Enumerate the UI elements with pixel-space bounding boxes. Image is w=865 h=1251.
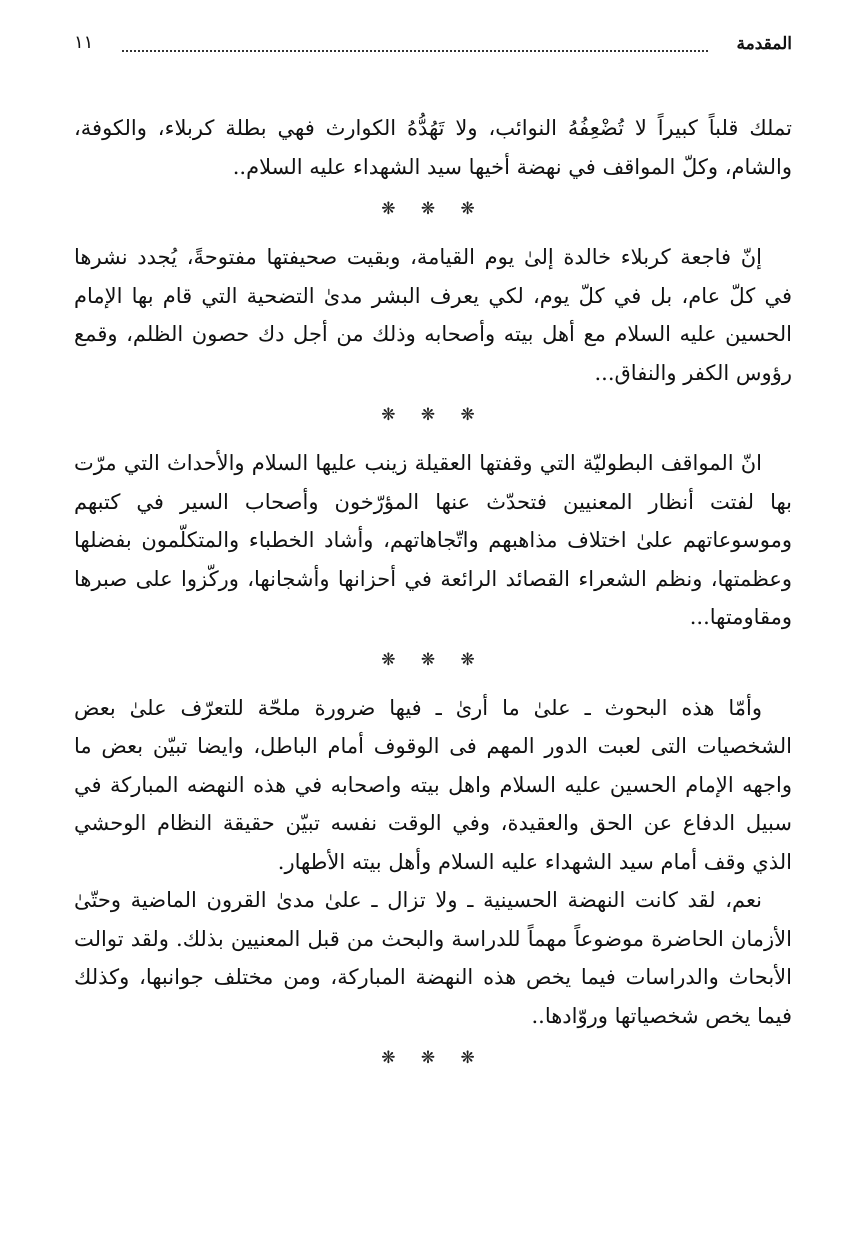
section-separator-3: ❋ ❋ ❋	[381, 649, 485, 670]
paragraph-1: تملك قلباً كبيراً لا تُضْعِفُهُ النوائب، ولا تَهُدُّهُ الكوارث فهي بطلة كربلاء، والكوفة، والشام، وكلّ المواقف في نهضة أخيها سيد الشهداء عليه السلام..	[74, 116, 792, 179]
section-separator-2: ❋ ❋ ❋	[381, 405, 485, 425]
paragraph-5: نعم، لقد كانت النهضة الحسينية ـ ولا تزال ـ علىٰ مدىٰ القرون الماضية وحتّىٰ الأزمان الحاضرة موضوعاً مهماً للدراسة والبحث من قبل المعنيين بذلك. ولقد توالت الأبحاث والدراسات فيما يخص هذه النهضة المباركة، ومن مختلف جوانبها، وكذلك فيما يخص شخصياتها وروّادها..	[74, 888, 792, 1028]
page-number: ١١	[74, 32, 94, 53]
chapter-title: المقدمة	[736, 34, 792, 54]
paragraph-2: إنّ فاجعة كربلاء خالدة إلىٰ يوم القيامة، وبقيت صحيفتها مفتوحةً، يُجدد نشرها في كلّ عام، بل في كلّ يوم، لكي يعرف البشر مدىٰ التضحية التي قام بها الإمام الحسين عليه السلام مع أهل بيته وأصحابه وذلك من أجل دك حصون الظلم، وقمع رؤوس الكفر والنفاق...	[74, 245, 792, 385]
running-header	[74, 30, 792, 64]
section-separator-4: ❋ ❋ ❋	[381, 1048, 485, 1068]
header-leader-dots	[122, 50, 708, 52]
paragraph-3: انّ المواقف البطوليّة التي وقفتها العقيلة زينب عليها السلام والأحداث التي مرّت بها لفتت أنظار المعنيين فتحدّث عنها المؤرّخون وأصحاب السير في كتبهم وموسوعاتهم علىٰ اختلاف مذاهبهم واتّجاهاتهم، وأشاد الخطباء والمتكلّمون بفضلها وعظمتها، ونظم الشعراء القصائد الرائعة في أحزانها وأشجانها، وركّزوا على صبرها ومقاومتها...	[74, 451, 792, 629]
section-separator-1: ❋ ❋ ❋	[381, 199, 485, 219]
paragraph-4: وأمّا هذه البحوث ـ علىٰ ما أرىٰ ـ فيها ضرورة ملحّة للتعرّف علىٰ بعض الشخصيات التى لعبت الدور المهم فى الوقوف أمام الباطل، وايضا تبيّن بعض ما واجهه الإمام الحسين عليه السلام واهل بيته واصحابه في هذه النهضه المباركة في سبيل الدفاع عن الحق والعقيدة، وفي الوقت نفسه تبيّن حقيقة النظام الوحشي الذي وقف أمام سيد الشهداء عليه السلام وأهل بيته الأطهار.	[74, 695, 792, 874]
document-page	[74, 30, 792, 1230]
